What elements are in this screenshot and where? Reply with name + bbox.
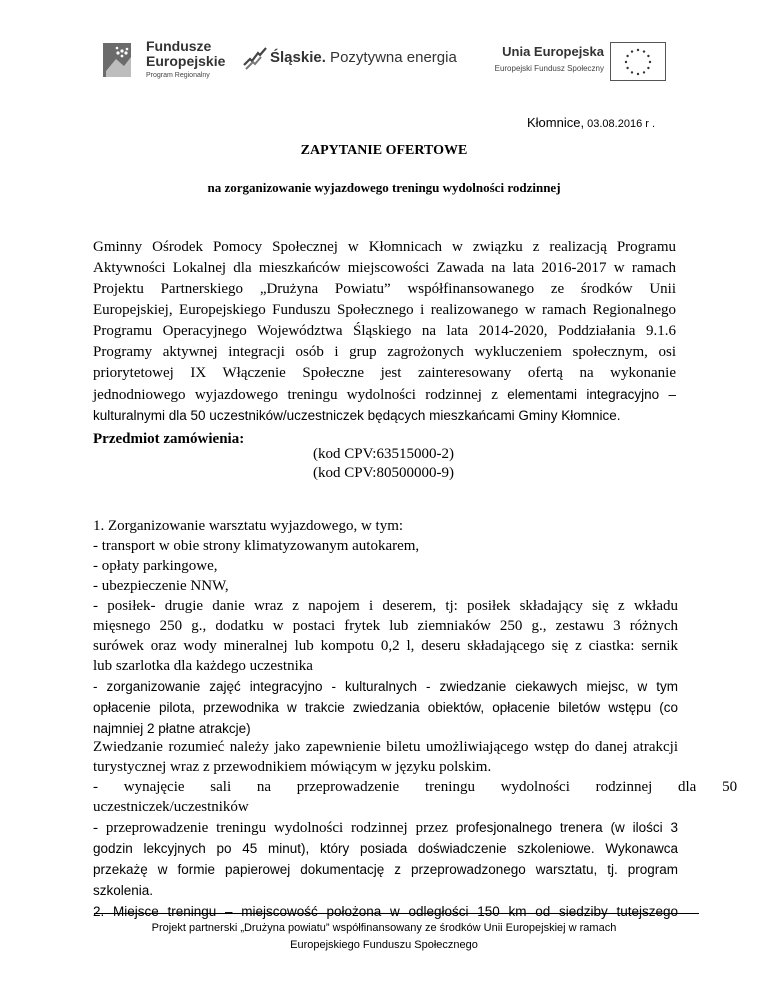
slaskie-logo-text — [270, 49, 457, 66]
date-value: 03.08.2016 r . — [584, 118, 656, 130]
intro-line: priorytetowej IX Włączenie Społeczne jest zainteresowany ofertą na wykonanie — [93, 365, 676, 381]
list-item: turystycznej wraz z przewodnikiem mówiącym w języku polskim. — [93, 759, 492, 775]
list-item: - ubezpieczenie NNW, — [93, 578, 229, 594]
intro-line: Europejskiej, Europejskiego Funduszu Społecznego i realizowanego w ramach Regionalnego — [93, 302, 676, 318]
list-item: - posiłek- drugie danie wraz z napojem i deserem, tj: posiłek składający się z wkładu — [93, 598, 678, 614]
slaskie-logo-bold: Śląskie. — [270, 49, 326, 66]
list-item: przekażę w formie papierowej dokumentację z przeprowadzonego warsztatu, tj. program — [93, 862, 678, 877]
eu-flag-icon — [610, 42, 666, 81]
footer-line-2: Europejskiego Funduszu Społecznego — [290, 939, 478, 951]
logo-fe-line2: Europejskie — [146, 53, 226, 69]
list-item-mixed — [93, 820, 678, 840]
list-item: surówek oraz wody mineralnej lub kompotu 0,2 l, deseru składającego się z ciastka: sernik — [93, 638, 678, 654]
intro-line: Aktywności Lokalnej dla mieszkańców miejscowości Zawada na lata 2016-2017 w ramach — [93, 260, 676, 276]
logo-ue-line2: Europejski Fundusz Społeczny — [494, 64, 604, 73]
list-item: mięsnego 250 g., dodatku w postaci frytek lub ziemniaków 250 g., zestawu 3 różnych — [93, 618, 678, 634]
slaskie-bird-icon — [242, 45, 268, 71]
list-item: - transport w obie strony klimatyzowanym autokarem, — [93, 538, 420, 554]
footer-divider — [94, 913, 699, 914]
list-item: szkolenia. — [93, 883, 154, 898]
intro-paragraph — [93, 237, 676, 426]
fundusze-europejskie-logo — [102, 35, 226, 87]
cpv-code-2: (kod CPV:80500000-9) — [313, 465, 454, 481]
logo-fe-line3: Program Regionalny — [146, 72, 210, 79]
intro-line8-serif: jednodniowego wyjazdowego treningu wydolności rodzinnej z — [93, 387, 508, 403]
list-item-part-sans: profesjonalnego trenera (w ilości 3 — [455, 820, 678, 835]
list-item: najmniej 2 płatne atrakcje) — [93, 721, 251, 736]
logo-ue-line1: Unia Europejska — [502, 44, 604, 59]
logo-fe-line1: Fundusze — [146, 38, 212, 54]
intro-line: Gminny Ośrodek Pomocy Społecznej w Kłomnicach w związku z realizacją Programu — [93, 239, 676, 255]
list-item: Zwiedzanie rozumieć należy jako zapewnienie biletu umożliwiającego wstęp do danej atrakcji — [93, 739, 678, 755]
intro-line: Projektu Partnerskiego „Drużyna Powiatu” współfinansowanego ze środków Unii — [93, 281, 676, 297]
intro-line: Programy aktywnej integracji osób i grup zagrożonych wykluczeniem społecznym, osi — [93, 344, 676, 360]
date-place: Kłomnice, — [527, 115, 585, 130]
document-subtitle: na zorganizowanie wyjazdowego treningu wydolności rodzinnej — [207, 180, 561, 195]
intro-line: Programu Operacyjnego Województwa Śląskiego na lata 2014-2020, Poddziałania 9.1.6 — [93, 323, 676, 339]
list-item: uczestniczek/uczestników — [93, 799, 249, 815]
list-item: godzin lekcyjnych po 45 minut), który posiada doświadczenie szkoleniowe. Wykonawca — [93, 841, 678, 856]
list-item: - zorganizowanie zajęć integracyjno - kulturalnych - zwiedzanie ciekawych miejsc, w tym — [93, 679, 678, 694]
cpv-code-1: (kod CPV:63515000-2) — [313, 446, 454, 462]
list-item: opłacenie pilota, przewodnika w trakcie zwiedzania obiektów, opłacenie biletów wstępu (co — [93, 700, 678, 715]
list-item-part-serif: - przeprowadzenie treningu wydolności rodzinnej przez — [93, 820, 456, 836]
slaskie-logo-rest: Pozytywna energia — [325, 49, 457, 66]
document-title: ZAPYTANIE OFERTOWE — [300, 143, 468, 158]
intro-line8-sans: elementami integracyjno – — [507, 387, 676, 402]
subject-heading: Przedmiot zamówienia: — [93, 431, 245, 447]
unia-europejska-logo — [486, 40, 686, 84]
document-date — [527, 115, 655, 130]
list-item: 1. Zorganizowanie warsztatu wyjazdowego, w tym: — [93, 518, 404, 534]
list-item: - wynajęcie sali na przeprowadzenie treningu wydolności rodzinnej dla 50 — [93, 779, 738, 795]
fundusze-europejskie-icon — [102, 39, 144, 81]
list-item: lub szarlotka dla każdego uczestnika — [93, 658, 313, 674]
list-item: 2. Miejsce treningu – miejscowość położona w odległości 150 km od siedziby tutejszego — [93, 904, 678, 919]
footer-line-1: Projekt partnerski „Drużyna powiatu” współfinansowany ze środków Unii Europejskiej w ramach — [151, 922, 617, 934]
intro-line-mixed — [93, 384, 676, 405]
intro-line: kulturalnymi dla 50 uczestników/uczestniczek będących mieszkańcami Gminy Kłomnice. — [93, 408, 621, 423]
list-item: - opłaty parkingowe, — [93, 558, 218, 574]
